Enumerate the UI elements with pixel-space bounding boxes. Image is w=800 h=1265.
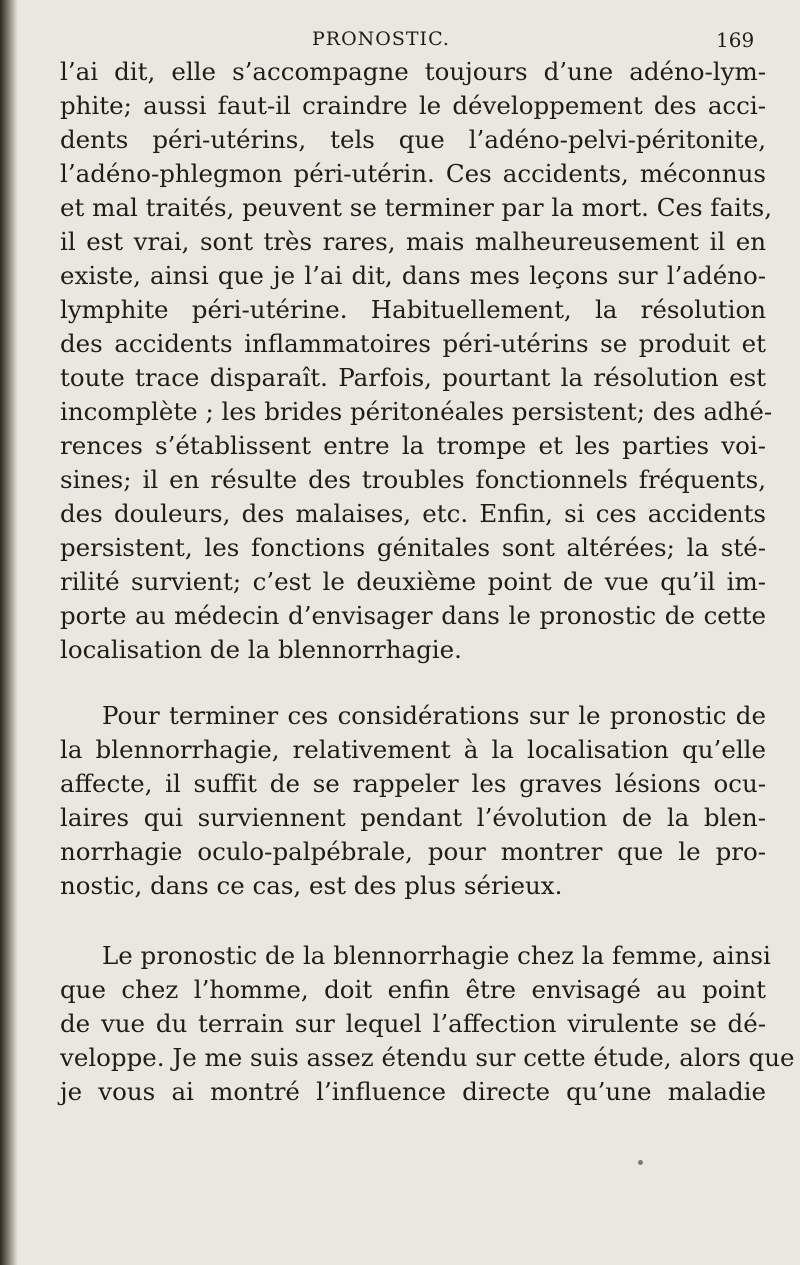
text-line: des douleurs, des malaises, etc. Enfin, si ces accidents [60,499,766,528]
text-line: l’adéno-phlegmon péri-utérin. Ces accidents, méconnus [60,159,766,188]
text-line: je vous ai montré l’influence directe qu’une maladie [60,1077,766,1106]
ink-speck [638,1160,643,1165]
running-head [0,28,800,54]
text-line: porte au médecin d’envisager dans le pronostic de cette [60,601,766,630]
text-line: laires qui surviennent pendant l’évolution de la blen- [60,803,766,832]
text-line: des accidents inflammatoires péri-utérins se produit et [60,329,766,358]
text-line: incomplète ; les brides péritonéales persistent; des adhé- [60,397,773,426]
text-line: norrhagie oculo-palpébrale, pour montrer que le pro- [60,837,766,866]
text-line: et mal traités, peuvent se terminer par la mort. Ces faits, [60,193,773,222]
text-line: sines; il en résulte des troubles fonctionnels fréquents, [60,465,766,494]
text-line: affecte, il suffit de se rappeler les graves lésions ocu- [60,769,766,798]
text-line: lymphite péri-utérine. Habituellement, la résolution [60,295,766,324]
text-line: localisation de la blennorrhagie. [60,635,462,664]
text-line: l’ai dit, elle s’accompagne toujours d’une adéno-lym- [60,57,766,86]
text-line: veloppe. Je me suis assez étendu sur cette étude, alors que [60,1043,795,1072]
text-line: persistent, les fonctions génitales sont altérées; la sté- [60,533,766,562]
text-line: Pour terminer ces considérations sur le pronostic de [102,701,766,730]
text-line: Le pronostic de la blennorrhagie chez la femme, ainsi [102,941,771,970]
text-line: rilité survient; c’est le deuxième point de vue qu’il im- [60,567,766,596]
binding-shadow [0,0,18,1265]
text-line: la blennorrhagie, relativement à la localisation qu’elle [60,735,766,764]
text-line: existe, ainsi que je l’ai dit, dans mes leçons sur l’adéno- [60,261,766,290]
text-line: dents péri-utérins, tels que l’adéno-pelvi-péritonite, [60,125,766,154]
text-line: nostic, dans ce cas, est des plus sérieux. [60,871,563,900]
text-line: de vue du terrain sur lequel l’affection virulente se dé- [60,1009,766,1038]
text-line: rences s’établissent entre la trompe et les parties voi- [60,431,766,460]
running-title: PRONOSTIC. [312,28,450,50]
page-number: 169 [716,28,755,52]
text-line: que chez l’homme, doit enfin être envisagé au point [60,975,766,1004]
text-line: phite; aussi faut-il craindre le développement des acci- [60,91,766,120]
text-line: toute trace disparaît. Parfois, pourtant la résolution est [60,363,766,392]
text-line: il est vrai, sont très rares, mais malheureusement il en [60,227,766,256]
